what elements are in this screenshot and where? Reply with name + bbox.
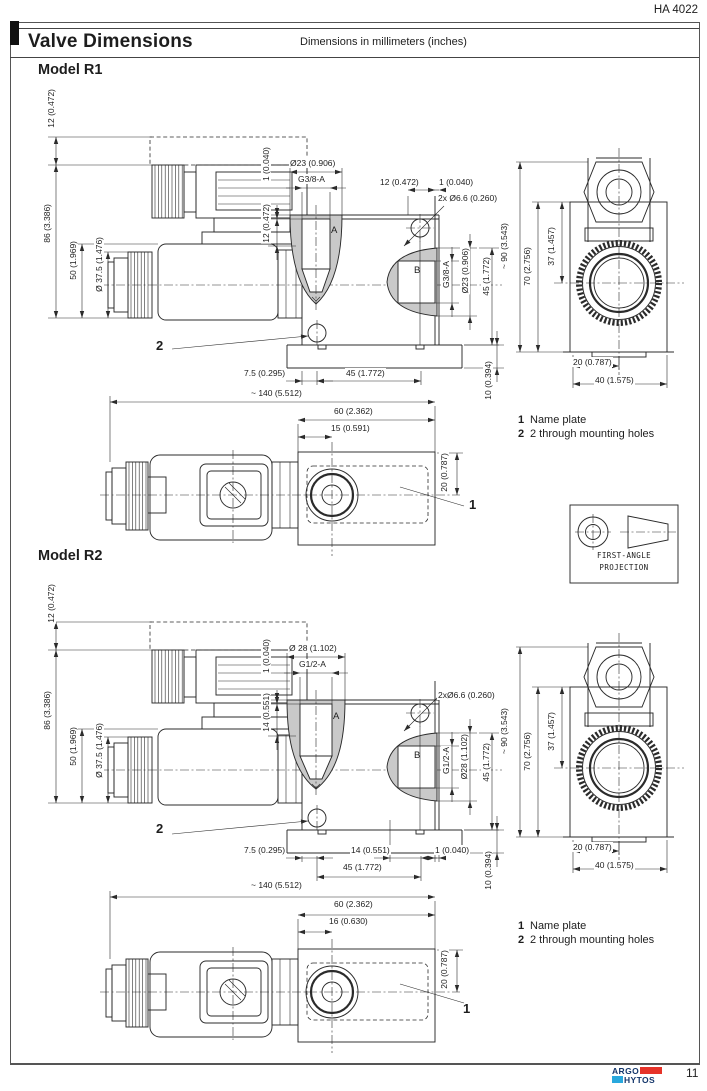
note-text: Name plate <box>530 414 587 426</box>
dim-r2-end-hole-height: 37 (1.457) <box>546 712 556 751</box>
dim-r2-hole-offset: 14 (0.551) <box>351 845 390 855</box>
dim-r1-port-a-diameter: Ø23 (0.906) <box>290 158 336 168</box>
page-subtitle: Dimensions in millimeters (inches) <box>300 36 467 48</box>
note-r2-1 <box>518 920 654 932</box>
dim-r2-base-height: 10 (0.394) <box>483 851 493 890</box>
port-b-label-r2: B <box>414 750 421 761</box>
dim-r1-end-half-width: 20 (0.787) <box>573 357 612 367</box>
dim-r2-plate-thickness: 1 (0.040) <box>435 845 470 855</box>
note-r1-1 <box>518 414 654 426</box>
dim-r2-mounting-holes: 2xØ6.6 (0.260) <box>438 690 495 700</box>
model-r1-heading: Model R1 <box>38 62 103 78</box>
callout-1-r2: 1 <box>463 1001 471 1016</box>
dim-r1-port-b-height: 45 (1.772) <box>481 257 491 296</box>
dim-r2-coil-diameter: Ø 37.5 (1.476) <box>94 723 104 778</box>
dim-r2-port-b-thread: G1/2-A <box>441 747 451 774</box>
callout-2-r2: 2 <box>156 821 164 836</box>
dim-r2-connector-offset: 12 (0.472) <box>46 584 56 623</box>
dim-r2-port-a-diameter: Ø 28 (1.102) <box>289 643 337 653</box>
note-text: 2 through mounting holes <box>530 934 655 946</box>
dim-r1-end-width: 40 (1.575) <box>595 375 634 385</box>
note-r1-2 <box>518 428 654 440</box>
note-num: 2 <box>518 934 525 946</box>
dim-r1-port-b-thread: G3/8-A <box>441 261 451 288</box>
notes-r2 <box>518 920 654 948</box>
dim-r2-end-width: 40 (1.575) <box>595 860 634 870</box>
dim-r1-end-height: 70 (2.756) <box>522 247 532 286</box>
dim-r1-body-length: 60 (2.362) <box>334 406 373 416</box>
dim-r2-port-b-diameter: Ø28 (1.102) <box>459 734 469 780</box>
dim-r2-port-b-height: 45 (1.772) <box>481 743 491 782</box>
dim-r1-coil-height: 50 (1.969) <box>68 241 78 280</box>
dim-r1-mounting-holes: 2x Ø6.6 (0.260) <box>438 193 498 203</box>
note-num: 1 <box>518 414 525 426</box>
note-text: Name plate <box>530 920 587 932</box>
dim-r2-hole-x: 16 (0.630) <box>329 916 368 926</box>
dim-r1-plate-thickness: 1 (0.040) <box>439 177 474 187</box>
brand-logo <box>612 1066 662 1084</box>
dim-r1-port-a-plate: 1 (0.040) <box>261 147 271 182</box>
dim-r2-port-a-depth: 14 (0.551) <box>261 693 271 732</box>
logo-red-square <box>640 1067 662 1074</box>
dim-r1-hole-offset: 12 (0.472) <box>380 177 419 187</box>
dim-r1-total-height: 86 (3.386) <box>42 204 52 243</box>
dim-r2-coil-height: 50 (1.969) <box>68 727 78 766</box>
dim-r2-hole-spacing: 45 (1.772) <box>343 862 382 872</box>
port-a-label-r2: A <box>333 711 340 722</box>
dim-r2-port-a-plate: 1 (0.040) <box>261 639 271 674</box>
dim-r2-plate-width: 20 (0.787) <box>439 950 449 989</box>
dim-r1-base-height: 10 (0.394) <box>483 361 493 400</box>
document-reference: HA 4022 <box>653 4 698 16</box>
projection-label-line2: PROJECTION <box>599 563 649 572</box>
callout-1-r1: 1 <box>469 497 477 512</box>
dim-r1-base-offset: 7.5 (0.295) <box>244 368 286 378</box>
dim-r2-end-half-width: 20 (0.787) <box>573 842 612 852</box>
page-number: 11 <box>686 1066 699 1080</box>
page-title: Valve Dimensions <box>28 31 193 52</box>
model-r2-heading: Model R2 <box>38 548 103 564</box>
dim-r1-connector-offset: 12 (0.472) <box>46 89 56 128</box>
note-num: 2 <box>518 428 525 440</box>
dim-r1-hole-spacing: 45 (1.772) <box>346 368 385 378</box>
dim-r1-port-a-thread: G3/8-A <box>298 174 325 184</box>
logo-cyan-square <box>612 1076 623 1083</box>
dim-r2-end-total-height: ~ 90 (3.543) <box>499 708 509 755</box>
note-r2-2 <box>518 934 654 946</box>
logo-argo-text: ARGO <box>612 1065 640 1076</box>
dim-r1-coil-diameter: Ø 37.5 (1.476) <box>94 237 104 292</box>
dim-r1-plate-width: 20 (0.787) <box>439 453 449 492</box>
dim-r2-total-length: ~ 140 (5.512) <box>251 880 302 890</box>
dim-r2-body-length: 60 (2.362) <box>334 899 373 909</box>
port-b-label-r1: B <box>414 265 421 276</box>
dim-r1-hole-x: 15 (0.591) <box>331 423 370 433</box>
callout-2-r1: 2 <box>156 338 164 353</box>
note-num: 1 <box>518 920 525 932</box>
dim-r1-total-length: ~ 140 (5.512) <box>251 388 302 398</box>
logo-hytos-text: HYTOS <box>624 1074 656 1085</box>
dim-r2-end-height: 70 (2.756) <box>522 732 532 771</box>
dim-r2-port-a-thread: G1/2-A <box>299 659 326 669</box>
projection-label-line1: FIRST-ANGLE <box>596 551 652 560</box>
port-a-label-r1: A <box>331 225 338 236</box>
dim-r1-port-a-depth: 12 (0.472) <box>261 204 271 243</box>
notes-r1 <box>518 414 654 442</box>
dim-r1-end-total-height: ~ 90 (3.543) <box>499 223 509 270</box>
note-text: 2 through mounting holes <box>530 428 655 440</box>
dim-r1-port-b-diameter: Ø23 (0.906) <box>460 248 470 294</box>
dim-r1-end-hole-height: 37 (1.457) <box>546 227 556 266</box>
dim-r2-total-height: 86 (3.386) <box>42 691 52 730</box>
dim-r2-base-offset: 7.5 (0.295) <box>244 845 286 855</box>
